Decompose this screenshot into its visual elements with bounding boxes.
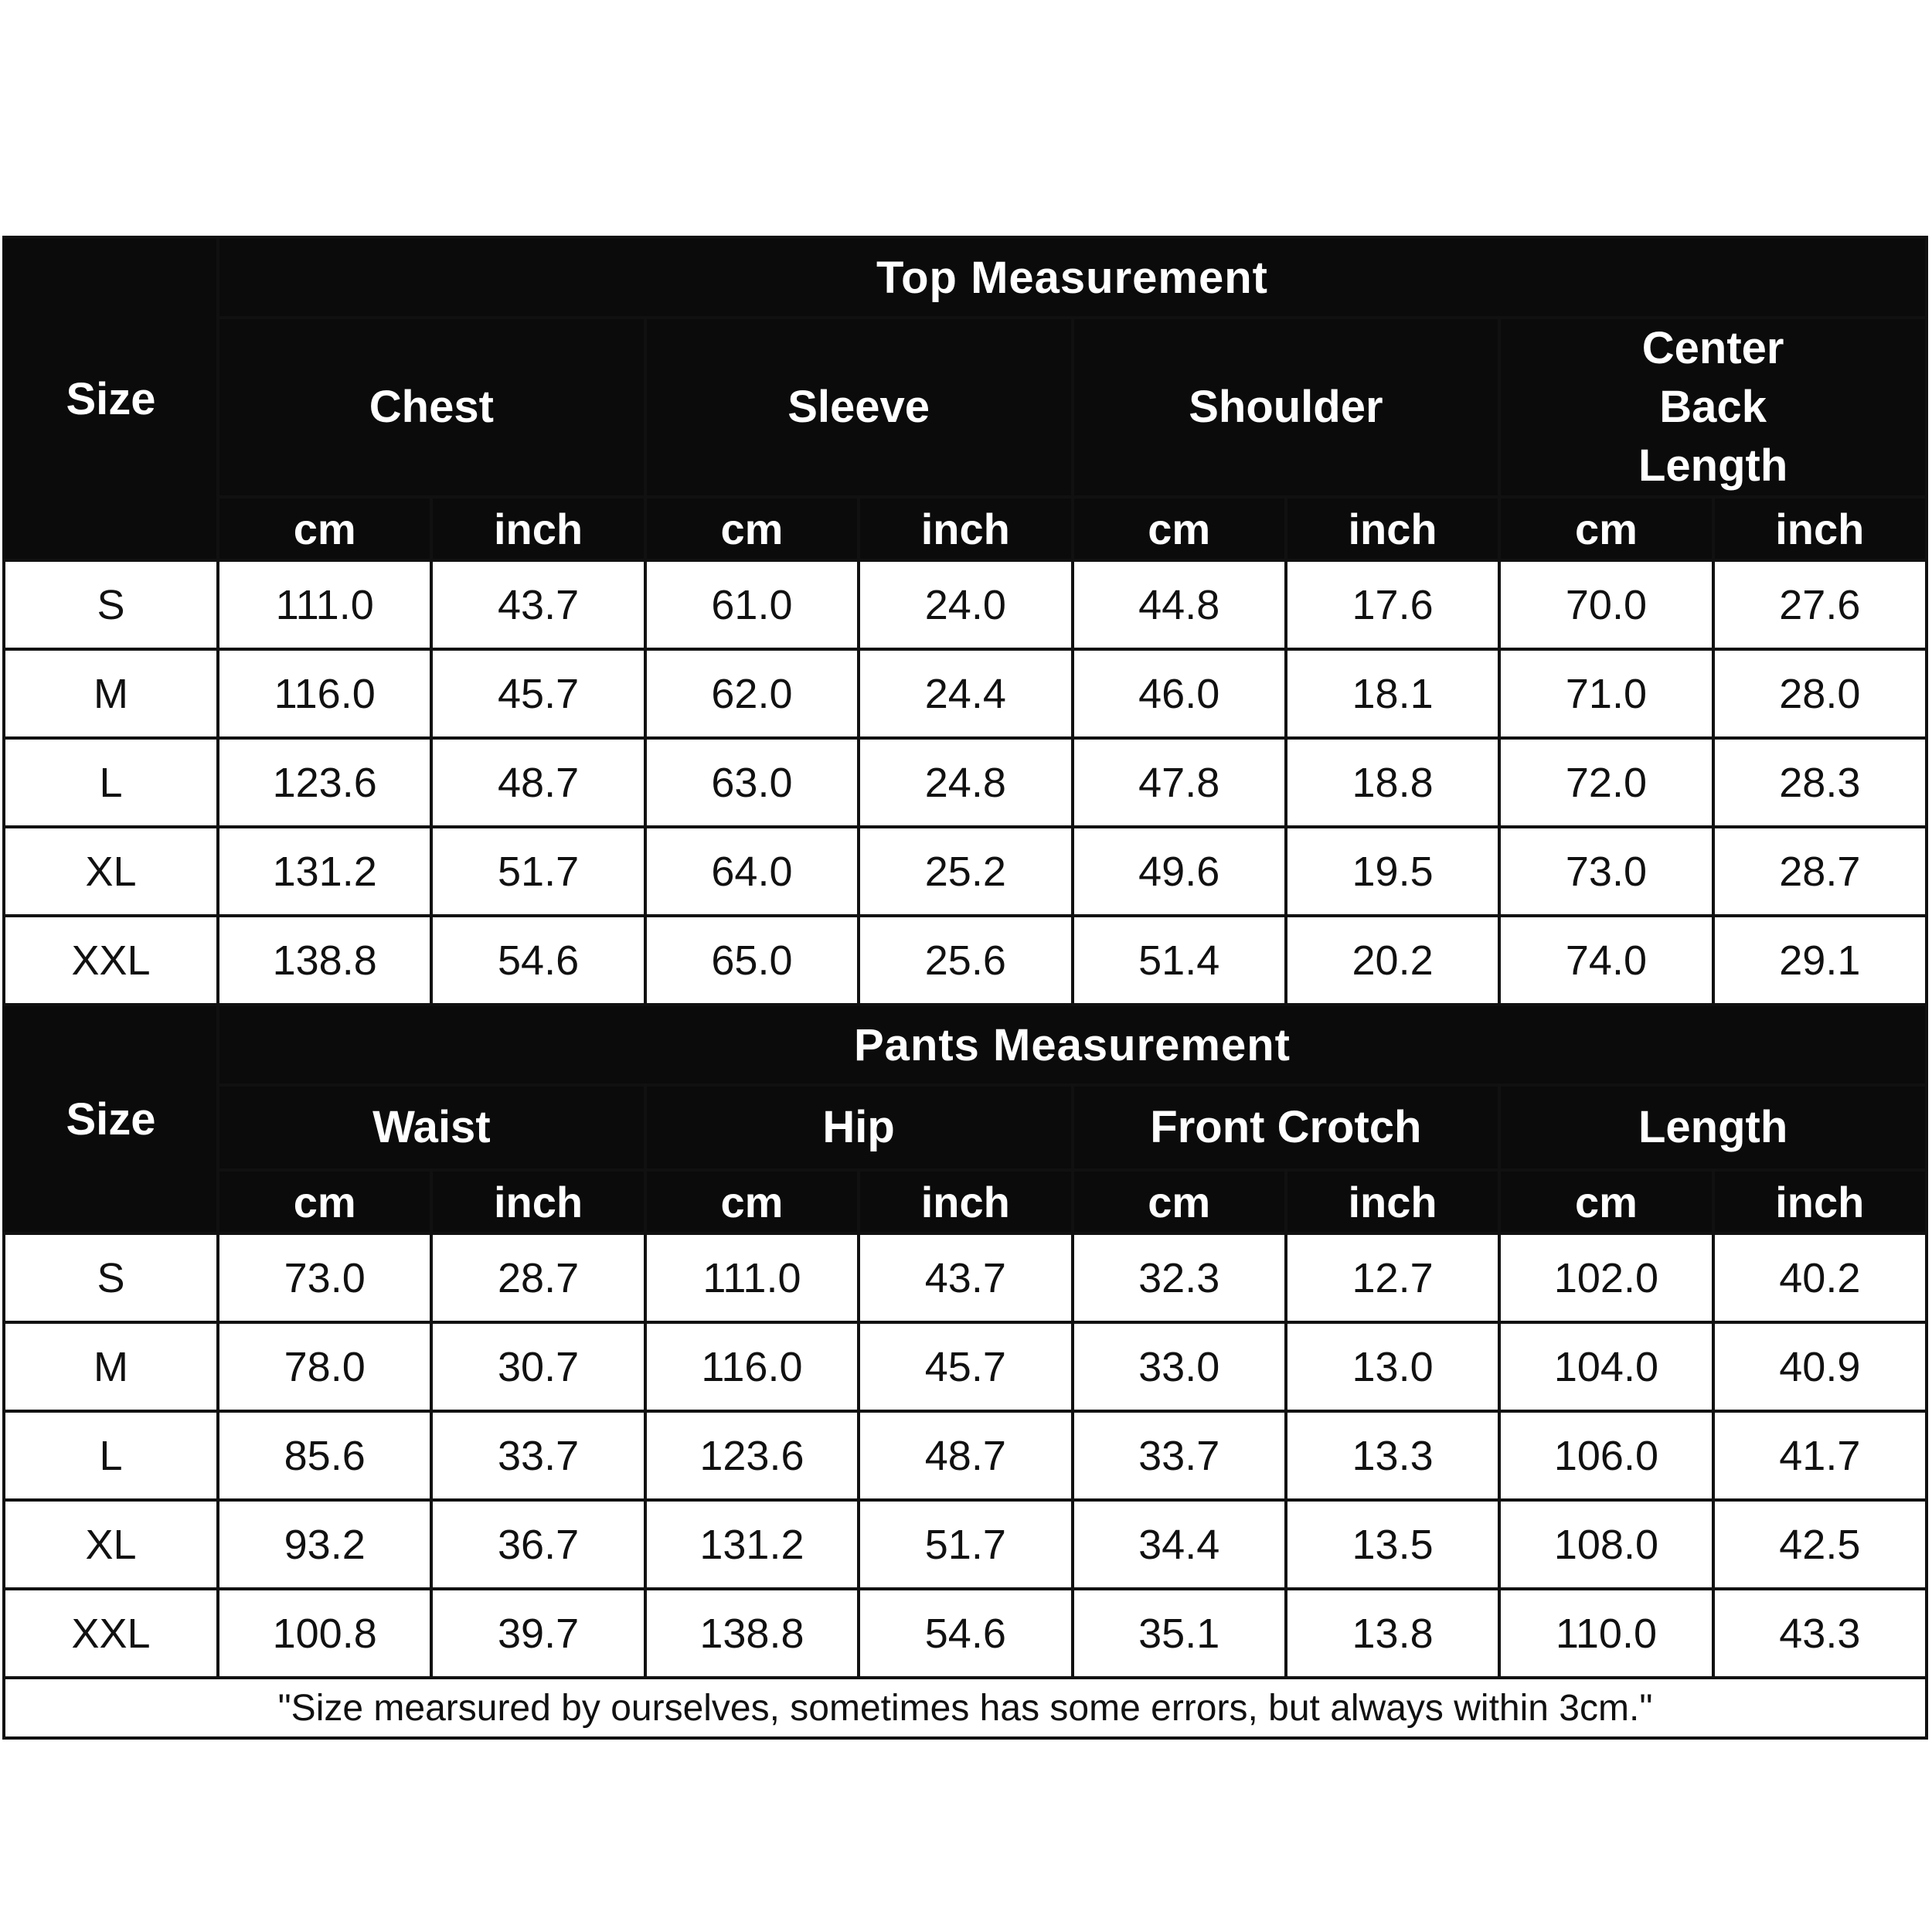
- value-cell: 74.0: [1499, 916, 1713, 1005]
- measurement-note: "Size mearsured by ourselves, sometimes has some errors, but always within 3cm.": [4, 1678, 1927, 1738]
- value-cell: 20.2: [1286, 916, 1499, 1005]
- pants-group-length: Length: [1499, 1085, 1927, 1170]
- value-cell: 100.8: [218, 1589, 431, 1678]
- value-cell: 51.7: [431, 827, 645, 916]
- pants-unit-header: inch: [431, 1170, 645, 1233]
- value-cell: 78.0: [218, 1322, 431, 1411]
- size-table: [2, 236, 1928, 1740]
- value-cell: 24.8: [859, 738, 1072, 827]
- top-size-header: Size: [4, 237, 218, 560]
- value-cell: 19.5: [1286, 827, 1499, 916]
- value-cell: 48.7: [859, 1411, 1072, 1500]
- table-row: [4, 1322, 1927, 1411]
- value-cell: 28.7: [431, 1233, 645, 1322]
- value-cell: 102.0: [1499, 1233, 1713, 1322]
- value-cell: 44.8: [1073, 560, 1286, 649]
- size-cell: XXL: [4, 916, 218, 1005]
- value-cell: 71.0: [1499, 649, 1713, 738]
- value-cell: 40.9: [1713, 1322, 1927, 1411]
- value-cell: 33.7: [431, 1411, 645, 1500]
- pants-unit-header: inch: [1286, 1170, 1499, 1233]
- value-cell: 111.0: [218, 560, 431, 649]
- value-cell: 131.2: [218, 827, 431, 916]
- table-row: [4, 1411, 1927, 1500]
- value-cell: 13.8: [1286, 1589, 1499, 1678]
- value-cell: 45.7: [859, 1322, 1072, 1411]
- value-cell: 43.3: [1713, 1589, 1927, 1678]
- value-cell: 65.0: [645, 916, 859, 1005]
- value-cell: 42.5: [1713, 1500, 1927, 1589]
- value-cell: 54.6: [431, 916, 645, 1005]
- value-cell: 43.7: [859, 1233, 1072, 1322]
- table-row: [4, 560, 1927, 649]
- table-row: [4, 1500, 1927, 1589]
- value-cell: 106.0: [1499, 1411, 1713, 1500]
- pants-unit-header: inch: [1713, 1170, 1927, 1233]
- size-cell: S: [4, 560, 218, 649]
- table-row: [4, 649, 1927, 738]
- size-cell: M: [4, 1322, 218, 1411]
- value-cell: 34.4: [1073, 1500, 1286, 1589]
- pants-unit-header: cm: [218, 1170, 431, 1233]
- pants-unit-header: cm: [1073, 1170, 1286, 1233]
- value-cell: 43.7: [431, 560, 645, 649]
- value-cell: 108.0: [1499, 1500, 1713, 1589]
- pants-unit-header: cm: [645, 1170, 859, 1233]
- value-cell: 123.6: [645, 1411, 859, 1500]
- value-cell: 85.6: [218, 1411, 431, 1500]
- top-group-shoulder: Shoulder: [1073, 318, 1500, 497]
- value-cell: 18.8: [1286, 738, 1499, 827]
- value-cell: 72.0: [1499, 738, 1713, 827]
- table-row: [4, 916, 1927, 1005]
- top-unit-header: inch: [1286, 497, 1499, 560]
- value-cell: 131.2: [645, 1500, 859, 1589]
- value-cell: 30.7: [431, 1322, 645, 1411]
- value-cell: 93.2: [218, 1500, 431, 1589]
- pants-size-header: Size: [4, 1005, 218, 1233]
- pants-measurement-title: Pants Measurement: [218, 1005, 1927, 1085]
- top-group-chest: Chest: [218, 318, 645, 497]
- top-group-center-back-length-label: Center Back Length: [1638, 323, 1788, 491]
- value-cell: 51.4: [1073, 916, 1286, 1005]
- value-cell: 25.2: [859, 827, 1072, 916]
- value-cell: 116.0: [645, 1322, 859, 1411]
- value-cell: 73.0: [1499, 827, 1713, 916]
- value-cell: 61.0: [645, 560, 859, 649]
- value-cell: 40.2: [1713, 1233, 1927, 1322]
- value-cell: 73.0: [218, 1233, 431, 1322]
- value-cell: 18.1: [1286, 649, 1499, 738]
- value-cell: 110.0: [1499, 1589, 1713, 1678]
- size-cell: XXL: [4, 1589, 218, 1678]
- pants-group-hip: Hip: [645, 1085, 1073, 1170]
- top-section: [4, 237, 1927, 1005]
- value-cell: 29.1: [1713, 916, 1927, 1005]
- value-cell: 24.4: [859, 649, 1072, 738]
- value-cell: 138.8: [218, 916, 431, 1005]
- pants-unit-header: cm: [1499, 1170, 1713, 1233]
- value-cell: 51.7: [859, 1500, 1072, 1589]
- top-measurement-title: Top Measurement: [218, 237, 1927, 318]
- value-cell: 28.7: [1713, 827, 1927, 916]
- value-cell: 111.0: [645, 1233, 859, 1322]
- size-cell: L: [4, 738, 218, 827]
- top-group-sleeve: Sleeve: [645, 318, 1073, 497]
- value-cell: 33.7: [1073, 1411, 1286, 1500]
- size-cell: XL: [4, 1500, 218, 1589]
- value-cell: 36.7: [431, 1500, 645, 1589]
- table-row: [4, 827, 1927, 916]
- value-cell: 64.0: [645, 827, 859, 916]
- value-cell: 41.7: [1713, 1411, 1927, 1500]
- value-cell: 13.0: [1286, 1322, 1499, 1411]
- value-cell: 27.6: [1713, 560, 1927, 649]
- size-cell: S: [4, 1233, 218, 1322]
- value-cell: 39.7: [431, 1589, 645, 1678]
- pants-group-waist: Waist: [218, 1085, 645, 1170]
- pants-section: [4, 1005, 1927, 1738]
- value-cell: 63.0: [645, 738, 859, 827]
- value-cell: 24.0: [859, 560, 1072, 649]
- value-cell: 28.0: [1713, 649, 1927, 738]
- value-cell: 13.5: [1286, 1500, 1499, 1589]
- value-cell: 62.0: [645, 649, 859, 738]
- value-cell: 33.0: [1073, 1322, 1286, 1411]
- value-cell: 32.3: [1073, 1233, 1286, 1322]
- value-cell: 46.0: [1073, 649, 1286, 738]
- value-cell: 116.0: [218, 649, 431, 738]
- value-cell: 47.8: [1073, 738, 1286, 827]
- value-cell: 25.6: [859, 916, 1072, 1005]
- top-unit-header: cm: [218, 497, 431, 560]
- top-unit-header: inch: [859, 497, 1072, 560]
- value-cell: 28.3: [1713, 738, 1927, 827]
- pants-unit-header: inch: [859, 1170, 1072, 1233]
- value-cell: 138.8: [645, 1589, 859, 1678]
- top-unit-header: cm: [1073, 497, 1286, 560]
- pants-group-front-crotch: Front Crotch: [1073, 1085, 1500, 1170]
- top-unit-header: cm: [645, 497, 859, 560]
- value-cell: 70.0: [1499, 560, 1713, 649]
- top-unit-header: cm: [1499, 497, 1713, 560]
- size-cell: M: [4, 649, 218, 738]
- value-cell: 17.6: [1286, 560, 1499, 649]
- value-cell: 13.3: [1286, 1411, 1499, 1500]
- size-cell: L: [4, 1411, 218, 1500]
- size-chart: [2, 236, 1928, 1740]
- value-cell: 48.7: [431, 738, 645, 827]
- size-cell: XL: [4, 827, 218, 916]
- top-unit-header: inch: [431, 497, 645, 560]
- top-unit-header: inch: [1713, 497, 1927, 560]
- value-cell: 104.0: [1499, 1322, 1713, 1411]
- top-group-center-back-length: [1499, 318, 1927, 497]
- table-row: [4, 1233, 1927, 1322]
- value-cell: 123.6: [218, 738, 431, 827]
- table-row: [4, 1589, 1927, 1678]
- value-cell: 54.6: [859, 1589, 1072, 1678]
- value-cell: 12.7: [1286, 1233, 1499, 1322]
- value-cell: 45.7: [431, 649, 645, 738]
- table-row: [4, 738, 1927, 827]
- value-cell: 35.1: [1073, 1589, 1286, 1678]
- value-cell: 49.6: [1073, 827, 1286, 916]
